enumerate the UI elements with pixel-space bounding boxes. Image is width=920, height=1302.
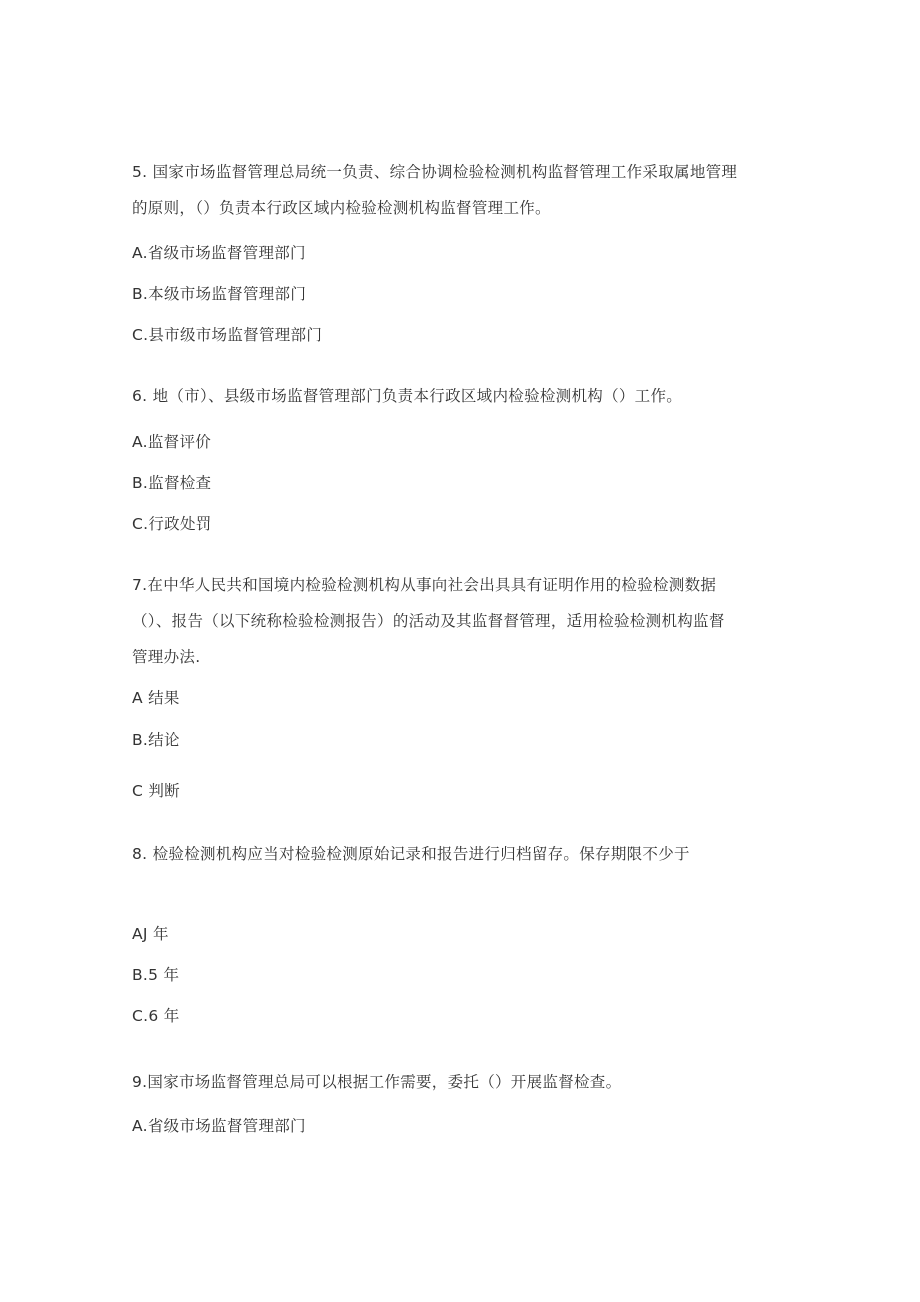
question-7-stem-line-2: （）、报告（以下统称检验检测报告）的活动及其监督督管理，适用检验检测机构监督: [132, 612, 725, 630]
question-8-stem-line-1: 8. 检验检测机构应当对检验检测原始记录和报告进行归档留存。保存期限不少于: [132, 845, 690, 863]
question-5-stem-line-2: 的原则，（）负责本行政区域内检验检测机构监督管理工作。: [132, 199, 551, 217]
question-6-option-c: C.行政处罚: [132, 515, 212, 533]
question-7-option-b: B.结论: [132, 731, 180, 749]
question-5-stem-line-1: 5. 国家市场监督管理总局统一负责、综合协调检验检测机构监督管理工作采取属地管理: [132, 163, 738, 181]
question-9-stem-line-1: 9.国家市场监督管理总局可以根据工作需要，委托（）开展监督检查。: [132, 1073, 622, 1091]
question-5-option-c: C.县市级市场监督管理部门: [132, 326, 323, 344]
question-5-option-b: B.本级市场监督管理部门: [132, 285, 307, 303]
question-8-option-c: C.6 年: [132, 1007, 180, 1025]
question-6-option-a: A.监督评价: [132, 433, 212, 451]
question-7-stem-line-1: 7.在中华人民共和国境内检验检测机构从事向社会出具具有证明作用的检验检测数据: [132, 576, 717, 594]
question-7-option-c: C 判断: [132, 782, 180, 800]
question-7-option-a: A 结果: [132, 689, 180, 707]
question-6-stem-line-1: 6. 地（市）、县级市场监督管理部门负责本行政区域内检验检测机构（）工作。: [132, 387, 683, 405]
question-7-stem-line-3: 管理办法.: [132, 648, 201, 666]
question-5-option-a: A.省级市场监督管理部门: [132, 244, 306, 262]
question-8-option-b: B.5 年: [132, 966, 180, 984]
question-8-option-a: AJ 年: [132, 925, 169, 943]
question-9-option-a: A.省级市场监督管理部门: [132, 1117, 306, 1135]
question-6-option-b: B.监督检查: [132, 474, 212, 492]
